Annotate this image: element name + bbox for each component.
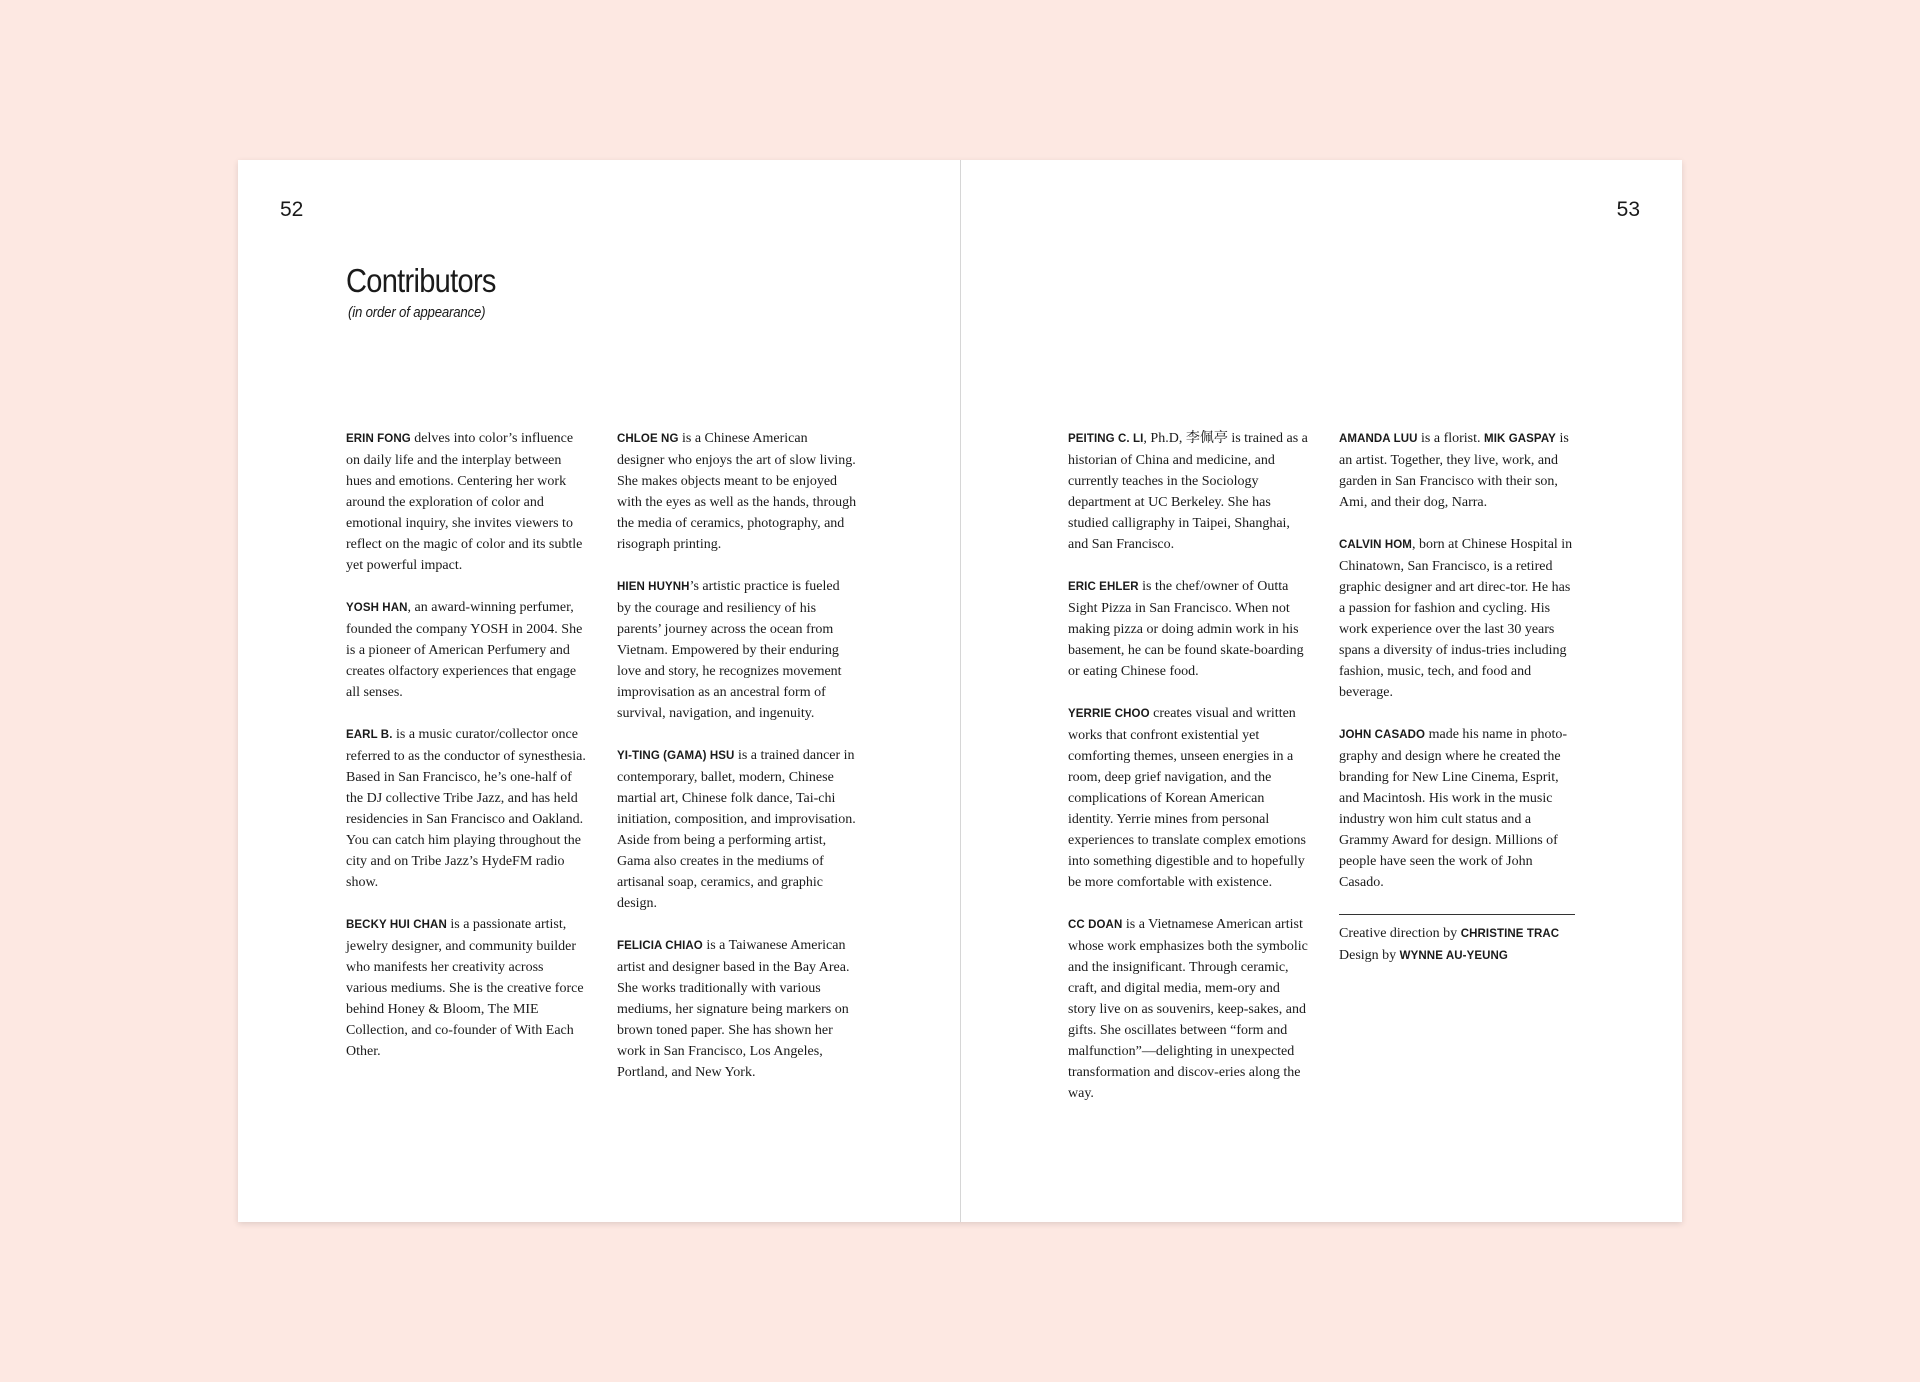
bio-yi-ting-hsu [617,745,857,914]
contributor-name: CC DOAN [1068,919,1123,931]
bio-yerrie-choo [1068,703,1308,893]
bio-text: is an artist. Together, they live, work, and garden in San Francisco with their son, Ami, and their dog, Narra. [1339,431,1569,510]
bio-text: creates visual and written works that confront existential yet comforting themes, unseen energies in a room, deep grief navigation, and the complications of Korean American identity. Yerrie mines from personal experiences to translate complex emotions into something digestible and to hopefully be more comfortable with existence. [1068,706,1306,890]
credit-creative-direction [1339,923,1579,945]
contributor-name: HIEN HUYNH [617,581,690,593]
contributor-name: YERRIE CHOO [1068,708,1150,720]
bio-text: , an award-winning perfumer, founded the company YOSH in 2004. She is a pioneer of American Perfumery and creates olfactory experiences that engage all senses. [346,600,583,700]
bio-text: delves into color’s influence on daily life and the interplay between hues and emotions. Centering her work around the exploration of color and emotional inquiry, she invites viewers to reflect on the magic of color and its subtle yet powerful impact. [346,431,583,573]
bio-hien-huynh [617,576,857,724]
bio-text: is a music curator/collector once referred to as the conductor of synesthesia. Based in San Francisco, he’s one-half of the DJ collective Tribe Jazz, and has held residencies in San Francisco and Oakland. You can catch him playing throughout the city and on Tribe Jazz’s HydeFM radio show. [346,727,586,890]
bio-peiting-li [1068,428,1308,555]
bio-text: is a florist. [1417,431,1485,446]
page-subtitle: (in order of appearance) [348,304,486,321]
right-page-number: 53 [1616,198,1640,221]
contributor-name: YOSH HAN [346,602,408,614]
credit-design [1339,945,1579,967]
page-gutter [960,160,961,1222]
bio-earl-b [346,724,586,893]
bio-text: is a Taiwanese American artist and designer based in the Bay Area. She works traditionally with various mediums, her signature being markers on brown toned paper. She has shown her work in San Francisco, Los Angeles, Portland, and New York. [617,938,850,1080]
contributor-name: EARL B. [346,729,393,741]
bio-column-2 [617,428,857,1104]
bio-amanda-luu-mik-gaspay [1339,428,1579,513]
credit-name: WYNNE AU-YEUNG [1399,950,1508,962]
book-spread [238,160,1682,1222]
contributor-name: ERIN FONG [346,433,411,445]
bio-text: , born at Chinese Hospital in Chinatown, San Francisco, is a retired graphic designer and art direc-tor. He has a passion for fashion and cycling. His work experience over the last 30 years spans a diversity of indus-tries including fashion, music, tech, and food and beverage. [1339,537,1573,700]
contributor-name: BECKY HUI CHAN [346,919,447,931]
contributor-name: AMANDA LUU [1339,433,1418,445]
bio-column-3 [1068,428,1308,1125]
bio-cc-doan [1068,914,1308,1104]
bio-text: is a passionate artist, jewelry designer, and community builder who manifests her creativity across various mediums. She is the creative force behind Honey & Bloom, The MIE Collection, and co-founder of With Each Other. [346,917,584,1059]
bio-john-casado [1339,724,1579,893]
credits-divider [1339,914,1575,915]
contributor-name: ERIC EHLER [1068,581,1139,593]
page-title: Contributors [346,262,496,299]
credit-label: Creative direction by [1339,926,1461,941]
bio-text: is a Vietnamese American artist whose work emphasizes both the symbolic and the insignificant. Through ceramic, craft, and digital media, mem-ory and story live on as souvenirs, keep-sakes, and gifts. She oscillates between “form and malfunction”—delighting in unexpected transformation and discov-eries along the way. [1068,917,1308,1101]
credit-name: CHRISTINE TRAC [1460,928,1560,940]
contributor-name: YI-TING (GAMA) HSU [617,750,735,762]
bio-becky-hui-chan [346,914,586,1062]
contributor-name: CALVIN HOM [1339,539,1412,551]
bio-text: made his name in photo-graphy and design where he created the branding for New Line Cinema, Esprit, and Macintosh. His work in the music industry won him cult status and a Grammy Award for design. Millions of people have seen the work of John Casado. [1339,727,1568,890]
bio-eric-ehler [1068,576,1308,682]
bio-text: is a Chinese American designer who enjoys the art of slow living. She makes objects meant to be enjoyed with the eyes as well as the hands, through the media of ceramics, photography, and risograph printing. [617,431,857,552]
bio-felicia-chiao [617,935,857,1083]
contributor-name: FELICIA CHIAO [617,940,703,952]
bio-calvin-hom [1339,534,1579,703]
contributor-name: CHLOE NG [617,433,679,445]
bio-yosh-han [346,597,586,703]
contributor-name: JOHN CASADO [1339,729,1426,741]
bio-text: ’s artistic practice is fueled by the courage and resiliency of his parents’ journey across the ocean from Vietnam. Empowered by their enduring love and story, he recognizes movement improvisation as an ancestral form of survival, navigation, and ingenuity. [617,579,842,721]
contributor-name: MIK GASPAY [1484,433,1556,445]
contributor-name: PEITING C. LI [1068,433,1144,445]
bio-erin-fong [346,428,586,576]
credit-label: Design by [1339,948,1400,963]
bio-text: is a trained dancer in contemporary, ballet, modern, Chinese martial art, Chinese folk dance, Tai-chi initiation, composition, and improvisation. Aside from being a performing artist, Gama also creates in the mediums of artisanal soap, ceramics, and graphic design. [617,748,856,911]
bio-column-4 [1339,428,1579,967]
bio-column-1 [346,428,586,1083]
bio-text: is the chef/owner of Outta Sight Pizza in San Francisco. When not making pizza or doing admin work in his basement, he can be found skate-boarding or eating Chinese food. [1068,579,1304,679]
bio-chloe-ng [617,428,857,555]
left-page-number: 52 [280,198,304,221]
bio-text: , Ph.D, 李佩亭 is trained as a historian of China and medicine, and currently teaches in the Sociology department at UC Berkeley. She has studied calligraphy in Taipei, Shanghai, and San Francisco. [1068,431,1308,552]
